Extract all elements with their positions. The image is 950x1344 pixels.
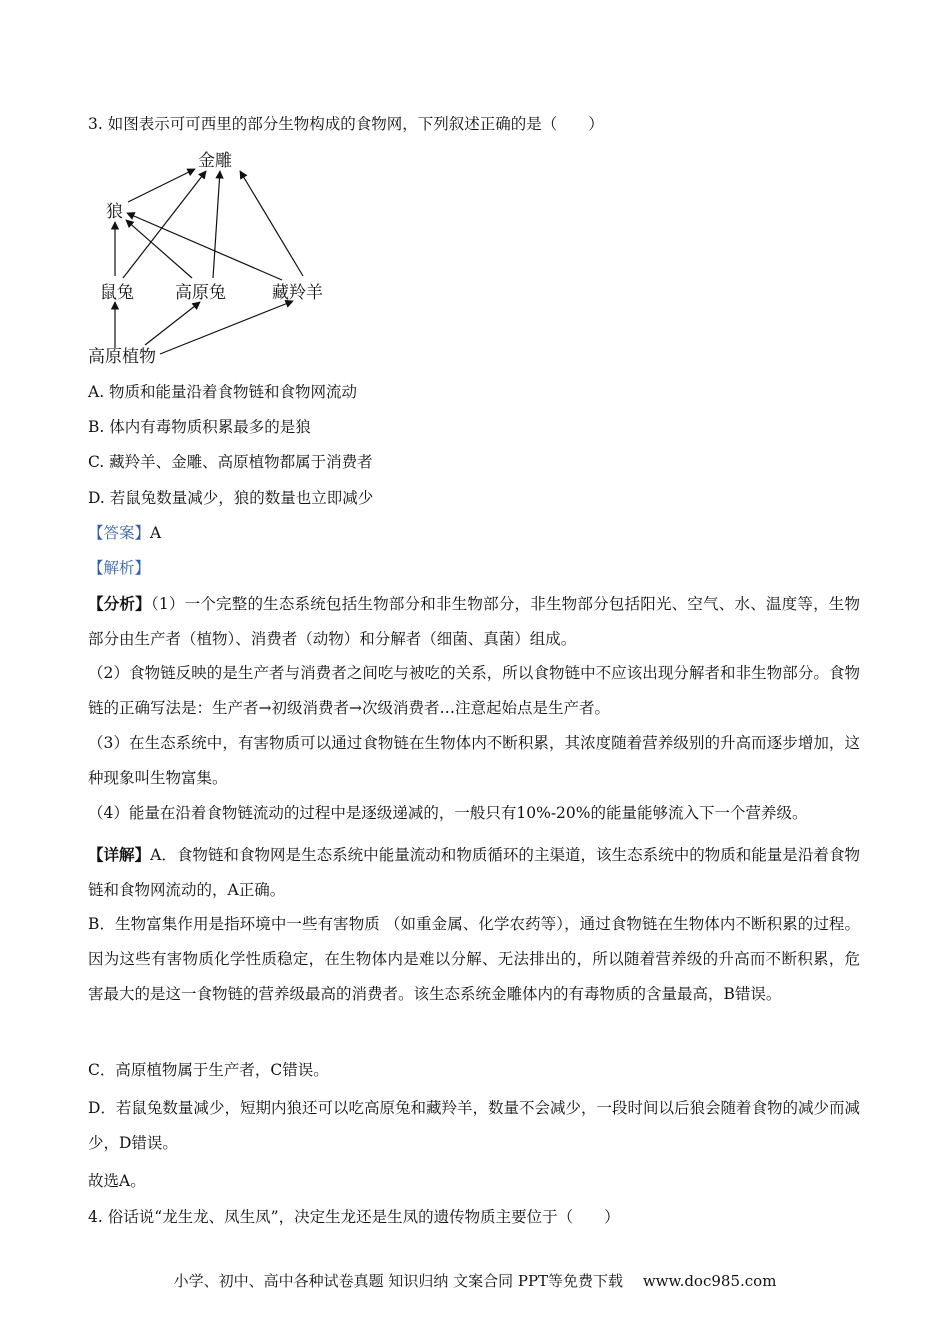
detail-c: C．高原植物属于生产者，C错误。 (88, 1061, 329, 1079)
detail-a: 【详解】A．食物链和食物网是生态系统中能量流动和物质循环的主渠道，该生态系统中的物质和能量是沿着食物链和食物网流动的，A正确。 (88, 845, 860, 899)
analysis-point-4: （4）能量在沿着食物链流动的过程中是逐级递减的，一般只有10%-20%的能量能够流入下一个营养级。 (88, 804, 808, 822)
page-footer: 小学、初中、高中各种试卷真题 知识归纳 文案合同 PPT等免费下载 www.doc985.com (173, 1272, 777, 1290)
node-wolf: 狼 (106, 202, 123, 222)
fenxi-tag: 【分析】 (88, 594, 151, 613)
question-4-stem: 4. 俗话说“龙生龙、凤生凤”，决定生龙还是生凤的遗传物质主要位于（ ） (88, 1208, 620, 1226)
analysis-point-3: （3）在生态系统中，有害物质可以通过食物链在生物体内不断积累，其浓度随着营养级别的升高而逐步增加，这种现象叫生物富集。 (88, 734, 860, 787)
arrow-hare-wolf (126, 220, 192, 278)
arrow-pika-eagle (123, 171, 206, 278)
option-c: C. 藏羚羊、金雕、高原植物都属于消费者 (88, 453, 373, 471)
analysis-point-2: （2）食物链反映的是生产者与消费者之间吃与被吃的关系，所以食物链中不应该出现分解者和非生物部分。食物链的正确写法是：生产者→初级消费者→次级消费者…注意起始点是生产者。 (88, 664, 860, 717)
arrow-antelope-wolf (127, 213, 282, 280)
arrow-hare-eagle (213, 171, 220, 278)
node-antelope: 藏羚羊 (272, 283, 323, 303)
detail-d: D．若鼠兔数量减少，短期内狼还可以吃高原兔和藏羚羊，数量不会减少，一段时间以后狼会随着食物的减少而减少，D错误。 (88, 1099, 860, 1152)
food-web-diagram (80, 140, 350, 370)
arrow-wolf-eagle (128, 169, 195, 202)
node-eagle: 金雕 (198, 151, 232, 171)
option-d: D. 若鼠兔数量减少，狼的数量也立即减少 (88, 489, 374, 507)
question-3-stem: 3. 如图表示可可西里的部分生物构成的食物网，下列叙述正确的是（ ） (88, 115, 604, 133)
answer-line (88, 522, 161, 544)
analysis-tag: 【解析】 (88, 559, 151, 577)
analysis-point-1: 【分析】（1）一个完整的生态系统包括生物部分和非生物部分，非生物部分包括阳光、空气、水、温度等，生物部分由生产者（植物）、消费者（动物）和分解者（细菌、真菌）组成。 (88, 594, 860, 648)
node-hare: 高原兔 (175, 283, 226, 303)
node-plant: 高原植物 (88, 347, 156, 367)
option-a: A. 物质和能量沿着食物链和食物网流动 (88, 383, 358, 401)
xiangjie-tag: 【详解】 (88, 845, 151, 864)
node-pika: 鼠兔 (100, 283, 134, 303)
option-b: B. 体内有毒物质积累最多的是狼 (88, 418, 311, 436)
arrow-plant-hare (145, 302, 200, 345)
answer-tag: 【答案】 (88, 524, 151, 542)
answer-value: A (150, 524, 162, 542)
conclusion: 故选A。 (88, 1172, 146, 1190)
detail-b: B．生物富集作用是指环境中一些有害物质 （如重金属、化学农药等），通过食物链在生物体内不断积累的过程。因为这些有害物质化学性质稳定，在生物体内是难以分解、无法排出的，所以随着营养级的升高而不断积累，危害最大的是这一食物链的营养级最高的消费者。该生态系统金雕体内的有毒物质的含量最高，B错误。 (88, 915, 860, 1003)
arrow-antelope-eagle (240, 171, 303, 276)
arrow-plant-antelope (160, 301, 293, 354)
